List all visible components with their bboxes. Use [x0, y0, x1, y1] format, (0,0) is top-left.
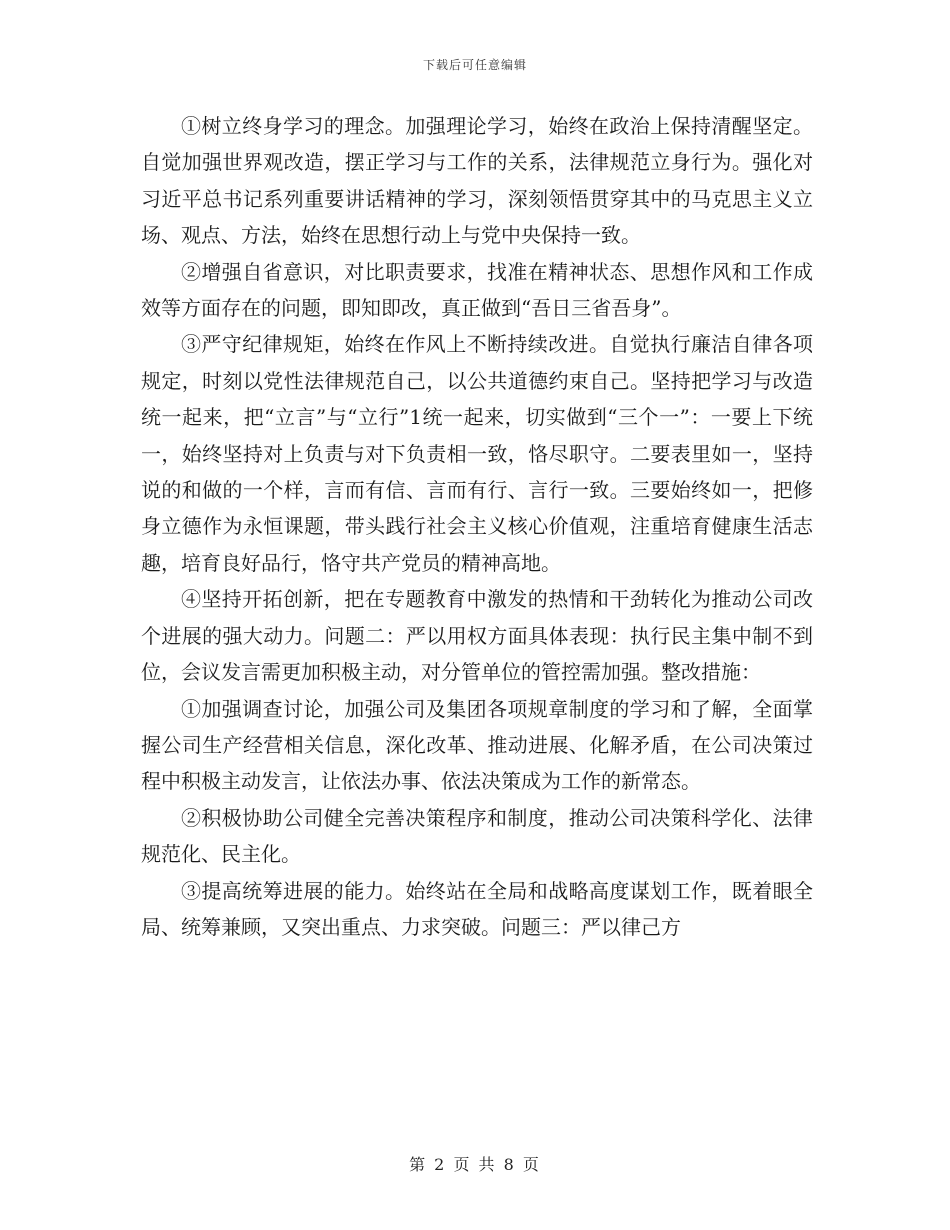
page-header: 下载后可任意编辑 — [422, 58, 527, 72]
paragraph-4: ④坚持开拓创新，把在专题教育中激发的热情和干劲转化为推动公司改个进展的强大动力。问题二：严以用权方面具体表现：执行民主集中制不到位，会议发言需更加积极主动，对分管单位的管控需加强。整改措施： — [141, 587, 813, 685]
paragraph-1: ①树立终身学习的理念。加强理论学习，始终在政治上保持清醒坚定。自觉加强世界观改造，摆正学习与工作的关系，法律规范立身行为。强化对习近平总书记系列重要讲话精神的学习，深刻领悟贯穿其中的马克思主义立场、观点、方法，始终在思想行动上与党中央保持一致。 — [141, 114, 813, 248]
paragraph-5: ①加强调查讨论，加强公司及集团各项规章制度的学习和了解，全面掌握公司生产经营相关信息，深化改革、推动进展、化解矛盾，在公司决策过程中积极主动发言，让依法办事、依法决策成为工作的新常态。 — [141, 696, 813, 794]
paragraph-7: ③提高统筹进展的能力。始终站在全局和战略高度谋划工作，既着眼全局、统筹兼顾，又突出重点、力求突破。问题三：严以律己方 — [141, 878, 813, 939]
paragraph-6: ②积极协助公司健全完善决策程序和制度，推动公司决策科学化、法律规范化、民主化。 — [141, 805, 813, 867]
document-body — [141, 108, 813, 945]
paragraph-3: ③严守纪律规矩，始终在作风上不断持续改进。自觉执行廉洁自律各项规定，时刻以党性法律规范自己，以公共道德约束自己。坚持把学习与改造统一起来，把“立言”与“立行”1统一起来，切实做到“三个一”：一要上下统一，始终坚持对上负责与对下负责相一致，恪尽职守。二要表里如一，坚持说的和做的一个样，言而有信、言而有行、言行一致。三要始终如一，把修身立德作为永恒课题，带头践行社会主义核心价值观，注重培育健康生活志趣，培育良好品行，恪守共产党员的精神高地。 — [141, 332, 813, 575]
paragraph-2: ②增强自省意识，对比职责要求，找准在精神状态、思想作风和工作成效等方面存在的问题，即知即改，真正做到“吾日三省吾身”。 — [141, 259, 813, 321]
page-footer: 第 2 页 共 8 页 — [409, 1155, 541, 1174]
